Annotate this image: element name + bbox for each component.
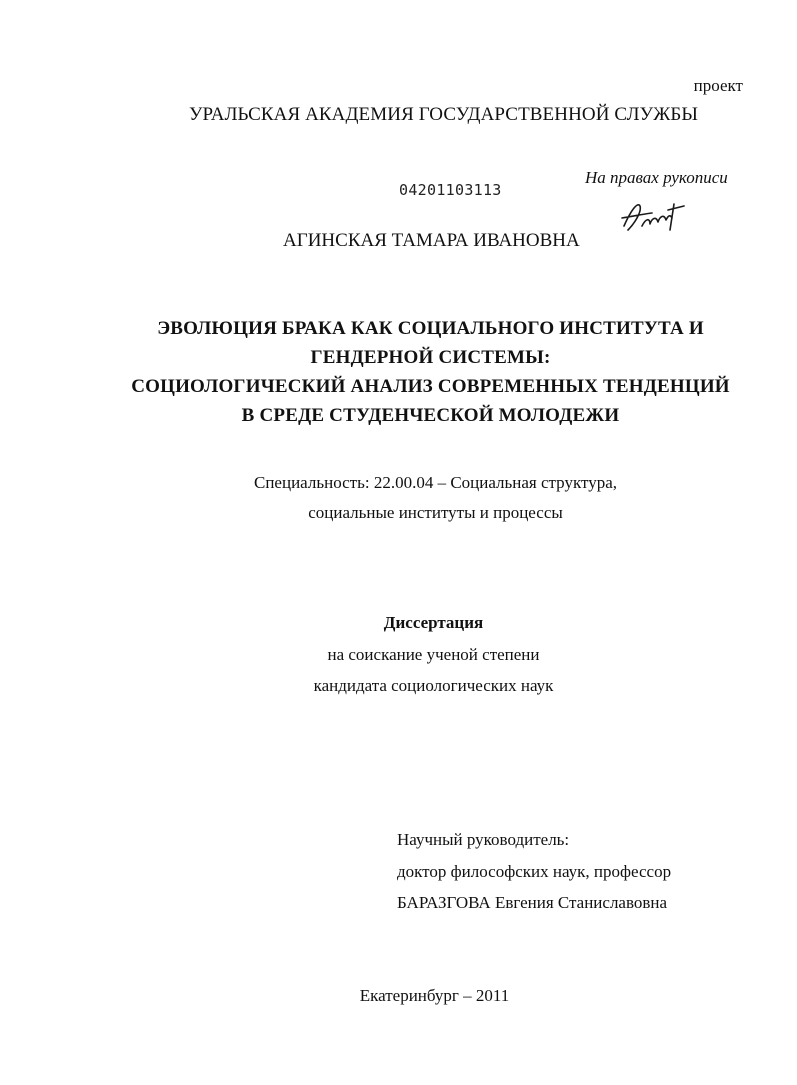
degree-name-line: кандидата социологических наук xyxy=(313,676,554,695)
dissertation-title-line: СОЦИОЛОГИЧЕСКИЙ АНАЛИЗ СОВРЕМЕННЫХ ТЕНДЕНЦИЙ xyxy=(131,376,730,397)
supervisor-name: БАРАЗГОВА Евгения Станиславовна xyxy=(397,893,668,912)
archive-number: 04201103113 xyxy=(399,181,502,199)
specialty-description-line: социальные институты и процессы xyxy=(308,503,563,522)
academy-name: УРАЛЬСКАЯ АКАДЕМИЯ ГОСУДАРСТВЕННОЙ СЛУЖБЫ xyxy=(188,104,699,125)
signature-icon xyxy=(618,196,693,240)
author-name: АГИНСКАЯ ТАМАРА ИВАНОВНА xyxy=(283,230,580,251)
supervisor-label: Научный руководитель: xyxy=(397,830,570,849)
specialty-code-line: Специальность: 22.00.04 – Социальная структура, xyxy=(253,473,617,492)
dissertation-title-line: В СРЕДЕ СТУДЕНЧЕСКОЙ МОЛОДЕЖИ xyxy=(241,405,620,426)
manuscript-rights-note: На правах рукописи xyxy=(585,168,728,187)
draft-label: проект xyxy=(693,76,743,95)
dissertation-title-line: ЭВОЛЮЦИЯ БРАКА КАК СОЦИАЛЬНОГО ИНСТИТУТА И xyxy=(157,318,704,339)
supervisor-degree: доктор философских наук, профессор xyxy=(397,862,672,881)
degree-purpose-line: на соискание ученой степени xyxy=(327,645,540,664)
city-year: Екатеринбург – 2011 xyxy=(359,986,510,1005)
dissertation-title-line: ГЕНДЕРНОЙ СИСТЕМЫ: xyxy=(310,347,551,368)
dissertation-heading: Диссертация xyxy=(383,613,484,632)
